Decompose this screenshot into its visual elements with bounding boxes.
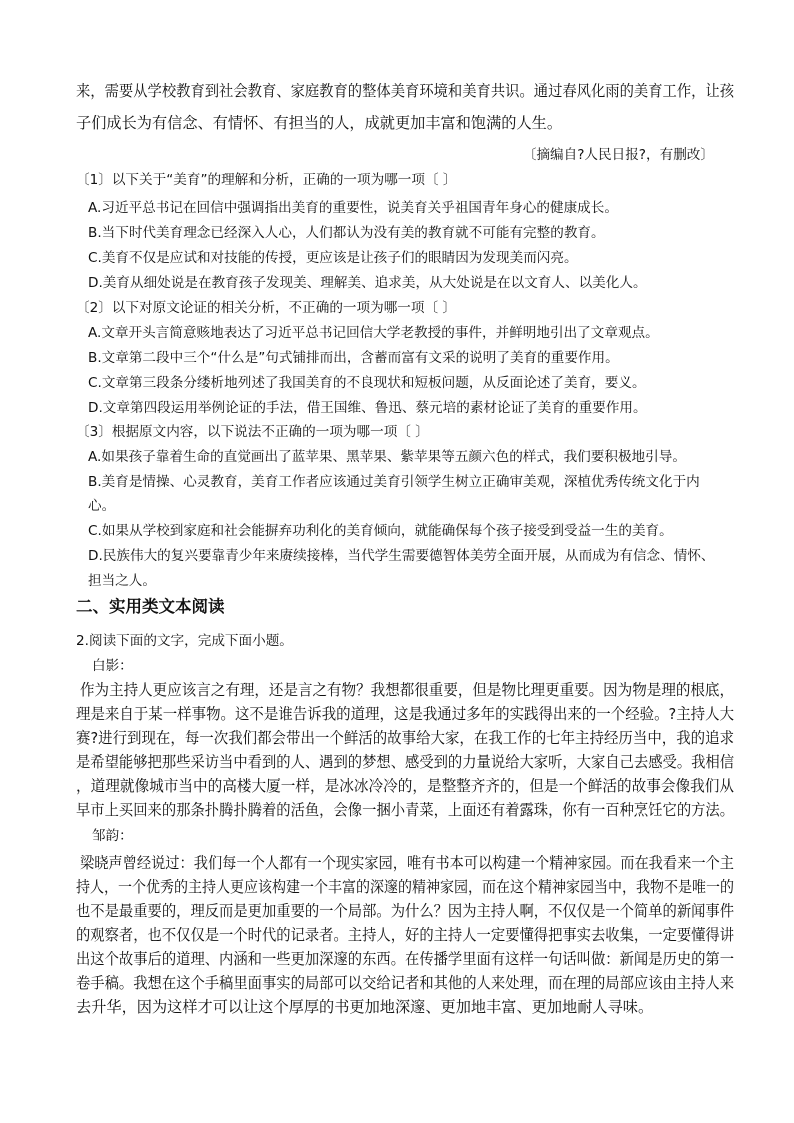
question-2-option-a: A.文章开头言简意赅地表达了习近平总书记回信大学老教授的事件，并鲜明地引出了文章观点。 (88, 325, 659, 341)
paragraph-line: 梁晓声曾经说过：我们每一个人都有一个现实家园，唯有书本可以构建一个精神家园。而在我看来一个主 (80, 854, 734, 872)
question-1-option-a: A.习近平总书记在回信中强调指出美育的重要性，说美育关乎祖国青年身心的健康成长。 (88, 200, 618, 216)
paragraph-line: 赛?进行到现在，每一次我们都会带出一个鲜活的故事给大家，在我工作的七年主持经历当中，我的追求 (76, 729, 735, 747)
speaker-name: 白影： (92, 658, 133, 674)
question-1-option-c: C.美育不仅是应试和对技能的传授，更应该是让孩子们的眼睛因为发现美而闪亮。 (88, 250, 578, 266)
paragraph-line: 作为主持人更应该言之有理，还是言之有物？我想都很重要，但是物比理更重要。因为物是理的根底， (80, 681, 734, 699)
passage-line: 来，需要从学校教育到社会教育、家庭教育的整体美育环境和美育共识。通过春风化雨的美育工作，让孩 (76, 82, 735, 100)
paragraph-line: 也不是最重要的，理反而是更加重要的一个局部。为什么？因为主持人啊，不仅仅是一个简单的新闻事件 (76, 902, 735, 920)
question-3-stem: 〔3〕根据原文内容，以下说法不正确的一项为哪一项〔 〕 (76, 424, 429, 440)
question-3-option-a: A.如果孩子靠着生命的直觉画出了蓝苹果、黑苹果、紫苹果等五颜六色的样式，我们要积极地引导。 (88, 449, 686, 465)
paragraph-line: 去升华，因为这样才可以让这个厚厚的书更加地深邃、更加地丰富、更加地耐人寻味。 (76, 998, 654, 1016)
question-3-option-b: B.美育是情操、心灵教育，美育工作者应该通过美育引领学生树立正确审美观，深植优秀传统文化于内 (88, 474, 700, 490)
paragraph-line: 持人，一个优秀的主持人更应该构建一个丰富的深邃的精神家园，而在这个精神家园当中，我物不是唯一的 (76, 878, 734, 896)
paragraph-line: 是希望能够把那些采访当中看到的人、遇到的梦想、感受到的力量说给大家听，大家自己去感受。我相信 (76, 753, 735, 771)
paragraph-line: 的观察者，也不仅仅是一个时代的记录者。主持人，好的主持人一定要懂得把事实去收集，一定要懂得讲 (76, 926, 735, 944)
question-3-option-c: C.如果从学校到家庭和社会能摒弃功利化的美育倾向，就能确保每个孩子接受到受益一生的美育。 (88, 523, 673, 539)
paragraph-line: ，道理就像城市当中的高楼大厦一样，是冰冰冷冷的，是整整齐齐的，但是一个鲜活的故事会像我们从 (76, 777, 735, 795)
question-1-option-d: D.美育从细处说是在教育孩子发现美、理解美、追求美，从大处说是在以文育人、以美化人。 (88, 275, 647, 291)
section-heading: 二、实用类文本阅读 (76, 597, 225, 616)
paragraph-line: 早市上买回来的那条扑腾扑腾着的活鱼，会像一捆小青菜，上面还有着露珠，你有一百种烹饪它的方法。 (76, 801, 735, 819)
question-1-stem: 〔1〕以下关于“美育”的理解和分析，正确的一项为哪一项〔 〕 (76, 172, 457, 188)
paragraph-line: 出这个故事后的道理、内涵和一些更加深邃的东西。在传播学里面有这样一句话叫做：新闻是历史的第一 (76, 950, 735, 968)
question-3-option-d: D.民族伟大的复兴要靠青少年来赓续接棒，当代学生需要德智体美劳全面开展，从而成为有信念、情怀、 (88, 548, 715, 564)
question-3-option-d-cont: 担当之人。 (88, 573, 156, 589)
paragraph-line: 理是来自于某一样事物。这不是谁告诉我的道理，这是我通过多年的实践得出来的一个经验。?主持人大 (76, 705, 735, 723)
speaker-name: 邹韵： (92, 828, 133, 844)
question-3-option-b-cont: 心。 (88, 498, 116, 514)
paragraph-line: 卷手稿。我想在这个手稿里面事实的局部可以交给记者和其他的人来处理，而在理的局部应该由主持人来 (76, 974, 735, 992)
question-2-option-d: D.文章第四段运用举例论证的手法，借王国维、鲁迅、蔡元培的素材论证了美育的重要作用。 (88, 400, 647, 416)
question-2-option-b: B.文章第二段中三个“什么是”句式铺排而出，含蓄而富有文采的说明了美育的重要作用。 (88, 350, 619, 366)
question-1-option-b: B.当下时代美育理念已经深入人心，人们都认为没有美的教育就不可能有完整的教育。 (88, 225, 605, 241)
question-2-stem: 〔2〕以下对原文论证的相关分析，不正确的一项为哪一项〔 〕 (76, 300, 456, 316)
section-intro: 2.阅读下面的文字，完成下面小题。 (76, 633, 293, 649)
passage-line: 子们成长为有信念、有情怀、有担当的人，成就更加丰富和饱满的人生。 (76, 114, 562, 132)
citation: 〔摘编自?人民日报?，有删改〕 (522, 147, 714, 163)
question-2-option-c: C.文章第三段条分缕析地列述了我国美育的不良现状和短板问题，从反面论述了美育，要义。 (88, 375, 646, 391)
